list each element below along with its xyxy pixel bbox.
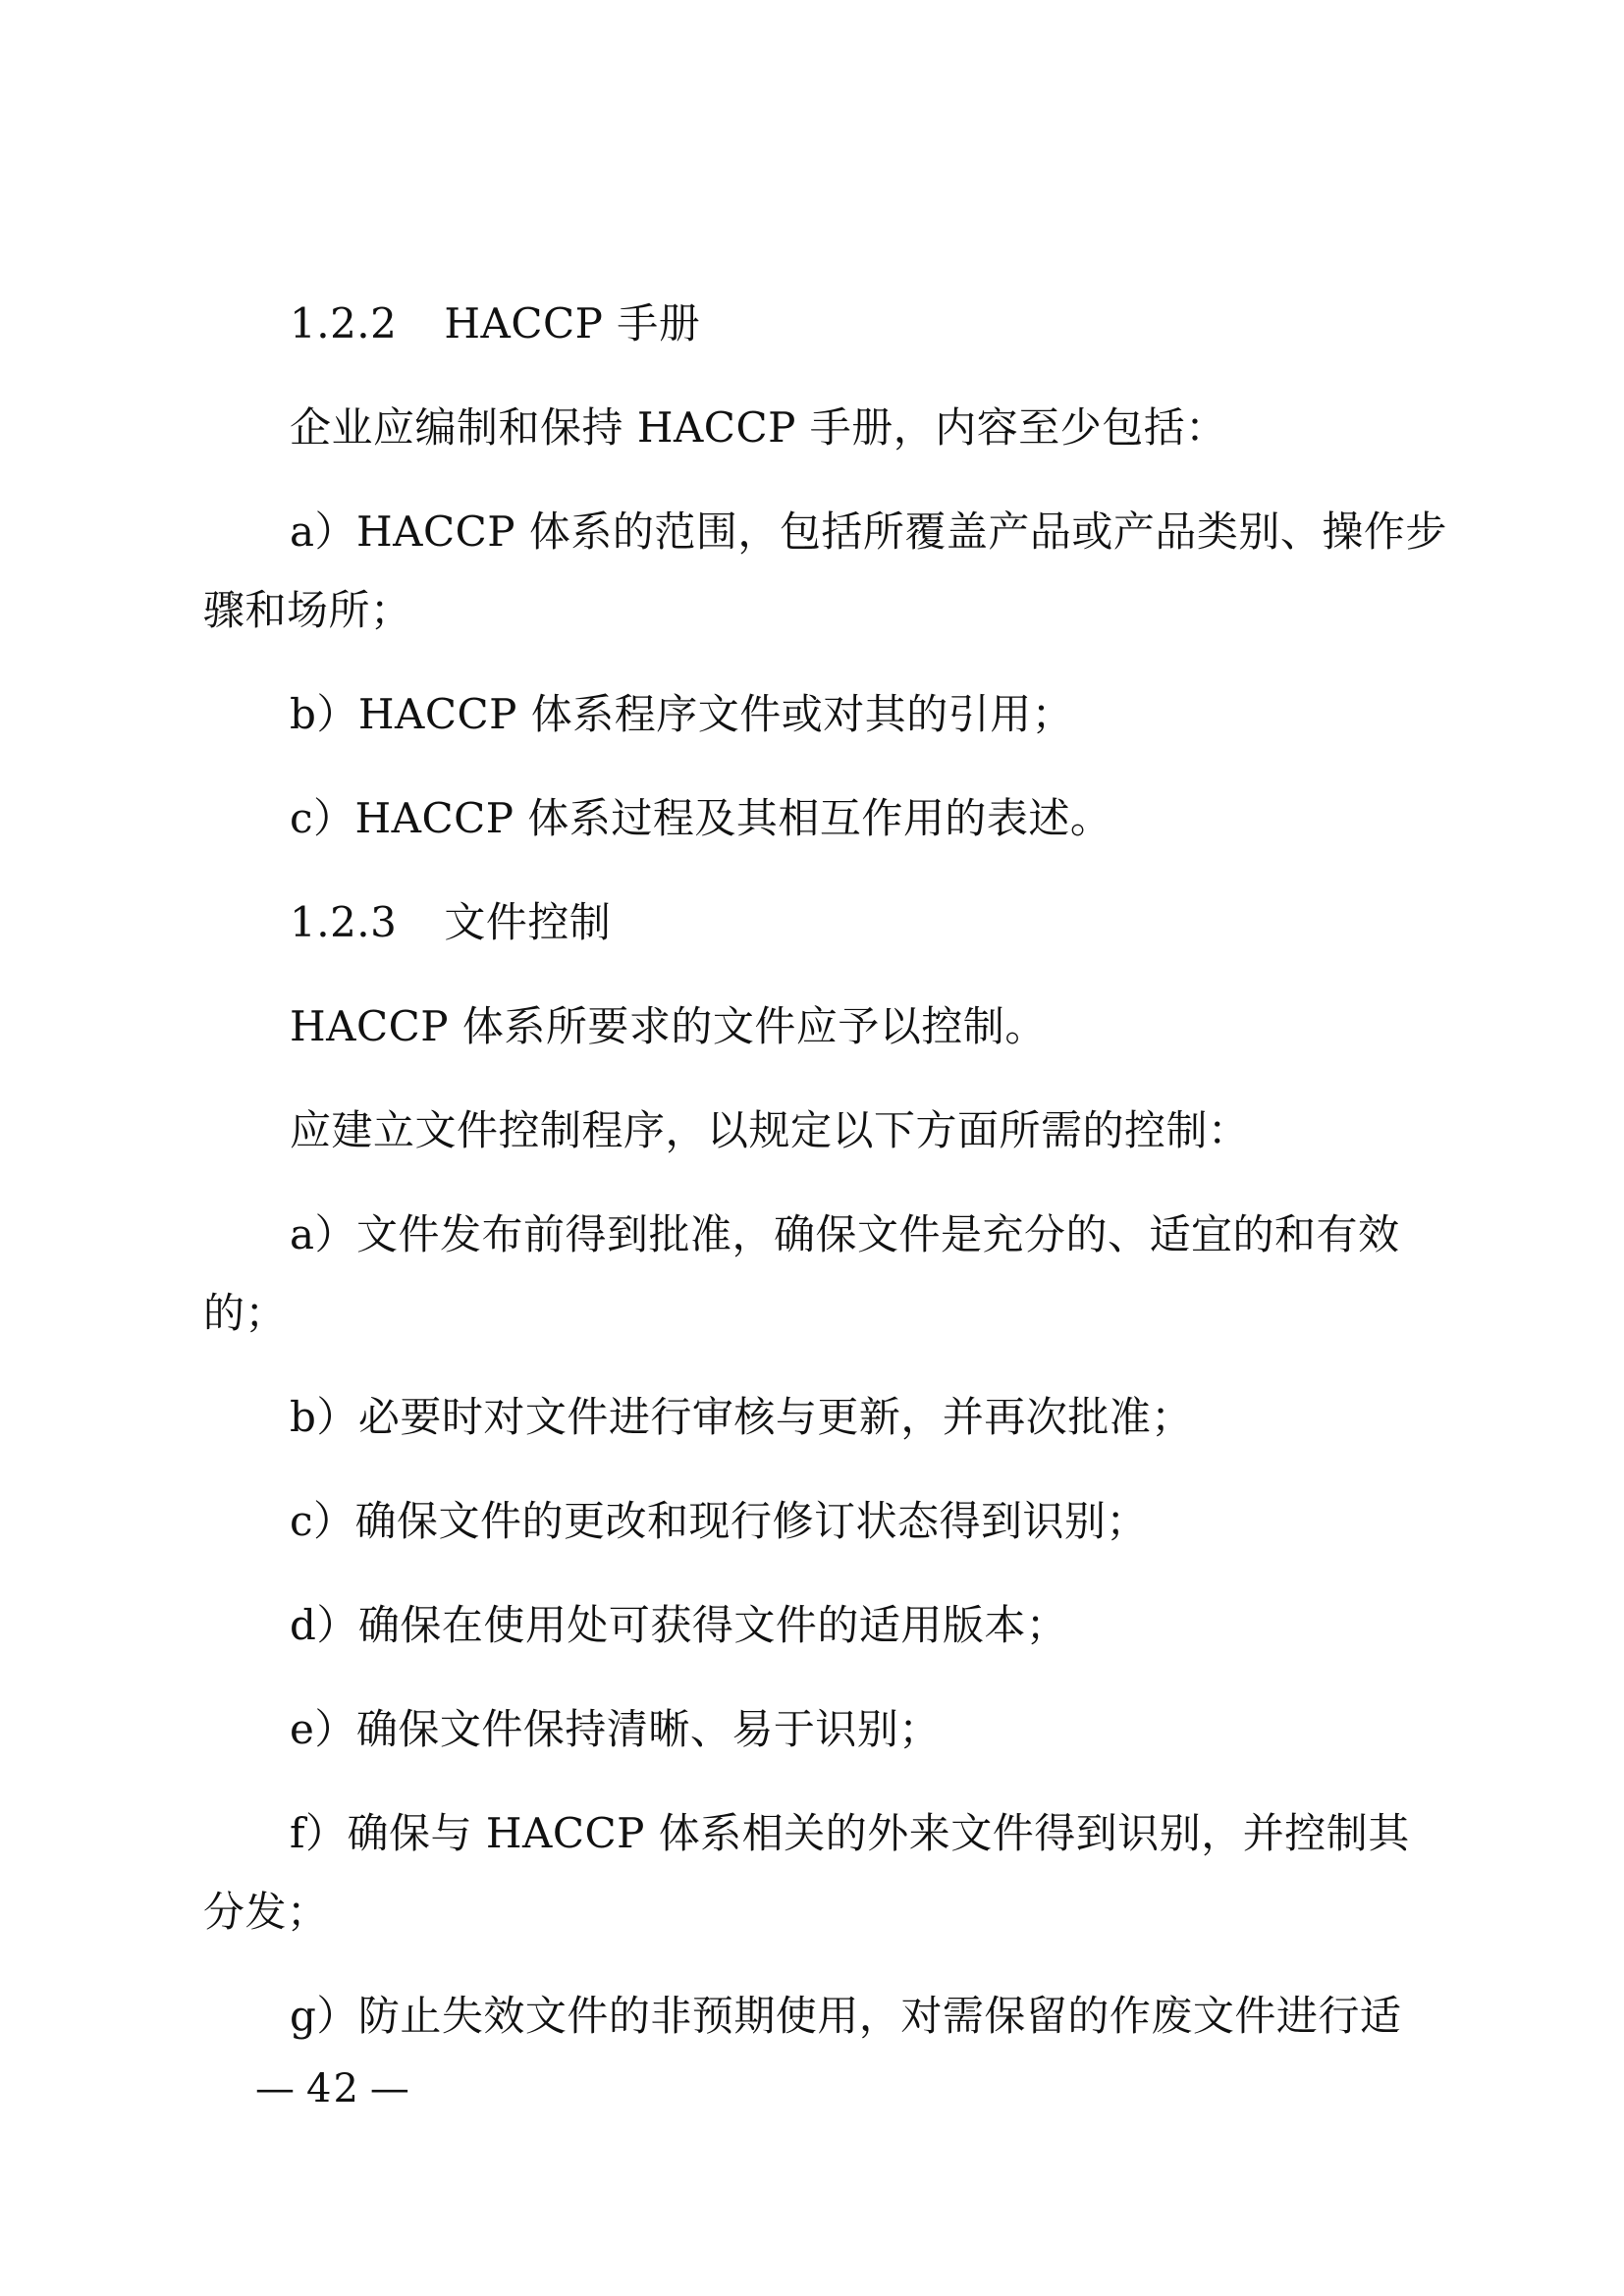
- section-number: 1.2.2: [290, 299, 398, 347]
- list-item-doc-e: e）确保文件保持清晰、易于识别；: [290, 1705, 941, 1753]
- list-item-doc-a-line1: a）文件发布前得到批准，确保文件是充分的、适宜的和有效: [290, 1210, 1400, 1258]
- section-heading-1-2-2: [290, 298, 1428, 349]
- list-item-manual-a-line1: a）HACCP 体系的范围，包括所覆盖产品或产品类别、操作步: [290, 507, 1447, 556]
- section-heading-1-2-3: [290, 897, 1428, 948]
- list-item-doc-f-line2: 分发；: [203, 1888, 329, 1936]
- section-number: 1.2.3: [290, 898, 398, 946]
- list-item-doc-g-line1: g）防止失效文件的非预期使用，对需保留的作废文件进行适: [290, 1992, 1402, 2040]
- paragraph-doc-control-1: HACCP 体系所要求的文件应予以控制。: [290, 1002, 1047, 1050]
- list-item-doc-a-line2: 的；: [203, 1289, 288, 1337]
- paragraph-doc-control-2: 应建立文件控制程序，以规定以下方面所需的控制：: [290, 1106, 1250, 1154]
- list-item-doc-c: c）确保文件的更改和现行修订状态得到识别；: [290, 1497, 1149, 1545]
- paragraph-haccp-manual-intro: 企业应编制和保持 HACCP 手册，内容至少包括：: [290, 403, 1227, 452]
- list-item-manual-c: c）HACCP 体系过程及其相互作用的表述。: [290, 794, 1112, 842]
- list-item-manual-a-line2: 骤和场所；: [203, 586, 412, 634]
- page-footer: [245, 2065, 421, 2112]
- section-title: 文件控制: [444, 898, 612, 946]
- list-item-manual-b: b）HACCP 体系程序文件或对其的引用；: [290, 690, 1074, 738]
- footer-dash-left: —: [255, 2066, 297, 2111]
- footer-dash-right: —: [369, 2066, 411, 2111]
- list-item-doc-d: d）确保在使用处可获得文件的适用版本；: [290, 1601, 1068, 1649]
- section-title: HACCP 手册: [444, 299, 701, 347]
- list-item-doc-b: b）必要时对文件进行审核与更新，并再次批准；: [290, 1393, 1193, 1441]
- list-item-doc-f-line1: f）确保与 HACCP 体系相关的外来文件得到识别，并控制其: [290, 1809, 1410, 1857]
- page-number: 42: [306, 2066, 360, 2111]
